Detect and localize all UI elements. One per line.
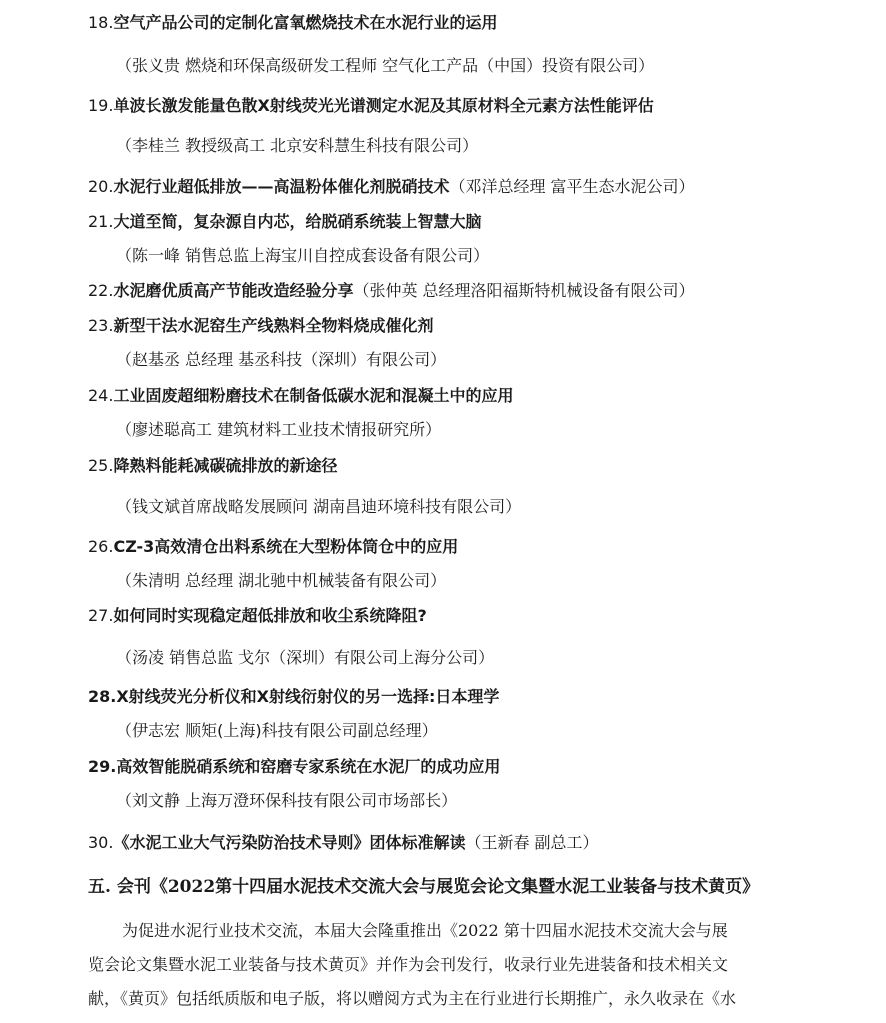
item-number: 30. <box>88 833 114 852</box>
item-24-title <box>88 385 886 407</box>
item-21-title <box>88 211 886 233</box>
item-27-affiliation: （汤凌 销售总监 戈尔（深圳）有限公司上海分公司） <box>116 648 495 667</box>
item-title-text: 《水泥工业大气污染防治技术导则》团体标准解读 <box>113 833 466 852</box>
item-number: 24. <box>88 386 114 405</box>
item-title-text: 水泥磨优质高产节能改造经验分享 <box>113 281 354 300</box>
section-heading <box>88 874 866 900</box>
item-inline-affiliation: （邓洋总经理 富平生态水泥公司） <box>449 177 695 196</box>
item-title-text: CZ-3高效清仓出料系统在大型粉体筒仓中的应用 <box>113 537 459 556</box>
item-title-text: 高效智能脱硝系统和窑磨专家系统在水泥厂的成功应用 <box>116 757 501 776</box>
item-number: 19. <box>88 96 114 115</box>
item-title-text: X射线荧光分析仪和X射线衍射仪的另一选择:日本理学 <box>116 687 500 706</box>
item-26-affiliation: （朱清明 总经理 湖北驰中机械装备有限公司） <box>116 571 447 590</box>
item-number: 21. <box>88 212 114 231</box>
item-title-text: 降熟料能耗减碳硫排放的新途径 <box>113 456 338 475</box>
item-number: 25. <box>88 456 114 475</box>
item-title-text: 单波长激发能量色散X射线荧光光谱测定水泥及其原材料全元素方法性能评估 <box>113 96 654 115</box>
item-28-title <box>88 686 886 708</box>
item-21-affiliation: （陈一峰 销售总监上海宝川自控成套设备有限公司） <box>116 246 490 265</box>
paragraph-line: 献，《黄页》包括纸质版和电子版，将以赠阅方式为主在行业进行长期推广，永久收录在《水 <box>88 989 737 1008</box>
item-24-affiliation: （廖述聪高工 建筑材料工业技术情报研究所） <box>116 420 442 439</box>
item-inline-affiliation: （张仲英 总经理洛阳福斯特机械设备有限公司） <box>353 281 695 300</box>
paragraph-line: 览会论文集暨水泥工业装备与技术黄页》并作为会刊发行，收录行业先进装备和技术相关文 <box>88 955 729 974</box>
item-number: 22. <box>88 281 114 300</box>
item-number: 20. <box>88 177 114 196</box>
paragraph-line: 为促进水泥行业技术交流，本届大会隆重推出《2022 第十四届水泥技术交流大会与展 <box>122 921 728 940</box>
section-number: 五. <box>88 877 111 897</box>
item-19-title <box>88 95 886 117</box>
item-20-title <box>88 176 886 198</box>
item-28-affiliation: （伊志宏 顺矩(上海)科技有限公司副总经理） <box>116 721 438 740</box>
item-title-text: 大道至简，复杂源自内芯，给脱硝系统装上智慧大脑 <box>113 212 482 231</box>
item-26-title <box>88 536 886 558</box>
item-number: 27. <box>88 606 114 625</box>
item-29-title <box>88 756 886 778</box>
item-number: 29. <box>88 757 117 776</box>
item-title-text: 工业固废超细粉磨技术在制备低碳水泥和混凝土中的应用 <box>113 386 514 405</box>
item-29-affiliation: （刘文静 上海万澄环保科技有限公司市场部长） <box>116 791 458 810</box>
item-title-text: 新型干法水泥窑生产线熟料全物料烧成催化剂 <box>113 316 434 335</box>
section-title: 会刊《2022第十四届水泥技术交流大会与展览会论文集暨水泥工业装备与技术黄页》 <box>116 877 760 897</box>
item-inline-affiliation: （王新春 副总工） <box>465 833 599 852</box>
body-paragraph <box>88 914 800 1016</box>
item-number: 18. <box>88 13 114 32</box>
item-number: 28. <box>88 687 117 706</box>
item-title-text: 如何同时实现稳定超低排放和收尘系统降阻? <box>113 606 427 625</box>
item-22-title <box>88 280 886 302</box>
item-25-affiliation: （钱文斌首席战略发展顾问 湖南昌迪环境科技有限公司） <box>116 497 522 516</box>
item-23-title <box>88 315 886 337</box>
item-title-text: 空气产品公司的定制化富氧燃烧技术在水泥行业的运用 <box>113 13 498 32</box>
item-30-title <box>88 832 886 854</box>
item-19-affiliation: （李桂兰 教授级高工 北京安科慧生科技有限公司） <box>116 136 479 155</box>
item-18-title <box>88 12 886 34</box>
item-title-text: 水泥行业超低排放——高温粉体催化剂脱硝技术 <box>113 177 450 196</box>
item-25-title <box>88 455 886 477</box>
item-number: 26. <box>88 537 114 556</box>
item-18-affiliation: （张义贵 燃烧和环保高级研发工程师 空气化工产品（中国）投资有限公司） <box>116 56 655 75</box>
item-23-affiliation: （赵基丞 总经理 基丞科技（深圳）有限公司） <box>116 350 447 369</box>
item-27-title <box>88 605 886 627</box>
item-number: 23. <box>88 316 114 335</box>
